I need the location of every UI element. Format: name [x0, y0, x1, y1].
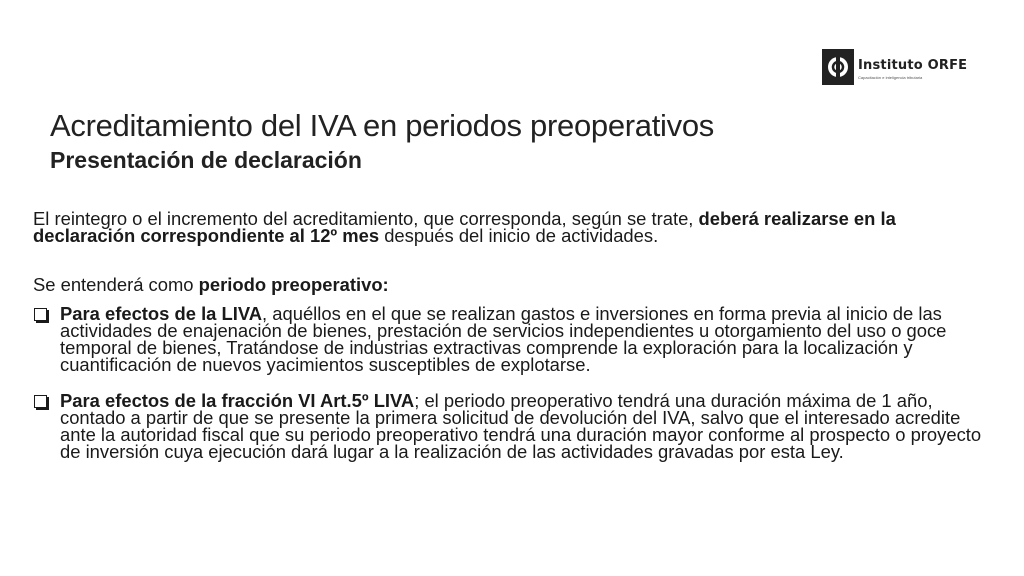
paragraph-definition [33, 276, 983, 293]
bullet-emphasis: Para efectos de la LIVA [60, 303, 263, 324]
list-item [33, 305, 983, 373]
logo-tagline: Capacitación e inteligencia tributaria [858, 75, 923, 80]
definition-list [33, 305, 983, 460]
paragraph-text: Se entenderá como [33, 274, 199, 295]
slide-body [33, 210, 983, 479]
paragraph-emphasis: deberá realizarse en la declaración correspondiente al 12º mes [33, 208, 896, 246]
logo-name: Instituto ORFE [858, 58, 968, 73]
paragraph-text: El reintegro o el incremento del acreditamiento, que corresponda, según se trate, [33, 208, 699, 229]
checkbox-bullet-icon [34, 308, 47, 321]
phi-logo-icon [822, 49, 854, 85]
paragraph-reintegro [33, 210, 983, 244]
paragraph-text: después del inicio de actividades. [379, 225, 659, 246]
bullet-text: , aquéllos en el que se realizan gastos e inversiones en forma previa al inicio de las actividades de enajenación de bienes, prestación de servicios independientes u otorgamiento del uso o goce temporal de bienes, Tratándose de industrias extractivas comprende la exploración para la localización y cuantificación de nuevos yacimientos susceptibles de explotarse. [60, 303, 947, 375]
slide-title: Acreditamiento del IVA en periodos preoperativos [50, 108, 714, 143]
bullet-text: ; el periodo preoperativo tendrá una duración máxima de 1 año, contado a partir de que se presente la primera solicitud de devolución del IVA, salvo que el interesado acredite ante la autoridad fiscal que su periodo preoperativo tendrá una duración mayor conforme al prospecto o proyecto de inversión cuya ejecución dará lugar a la realización de las actividades gravadas por esta Ley. [60, 390, 982, 462]
paragraph-emphasis: periodo preoperativo: [198, 274, 389, 295]
slide-subtitle: Presentación de declaración [50, 147, 362, 173]
checkbox-bullet-icon [34, 395, 47, 408]
institute-logo [822, 49, 982, 87]
bullet-emphasis: Para efectos de la fracción VI Art.5º LIVA [60, 390, 415, 411]
list-item [33, 392, 983, 460]
